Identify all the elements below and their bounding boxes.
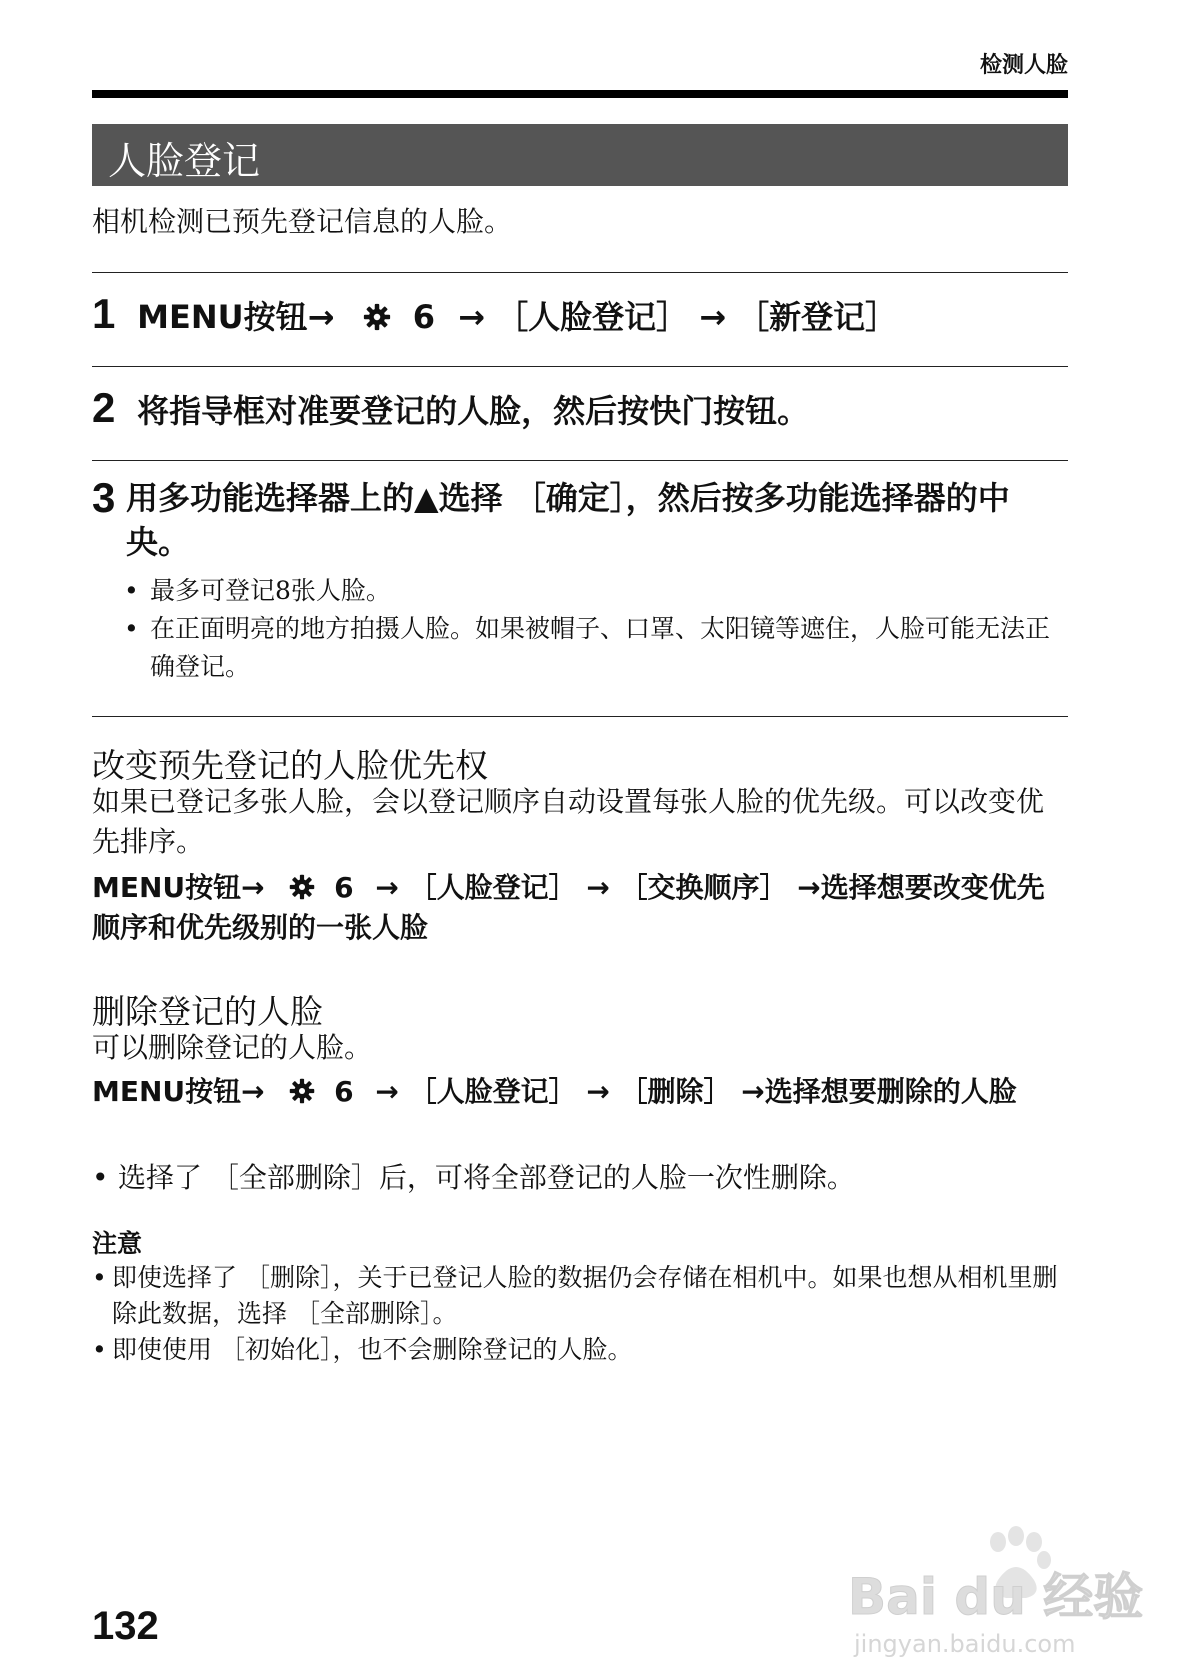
priority-heading: 改变预先登记的人脸优先权 xyxy=(92,746,488,785)
menu-page-number: 6 xyxy=(334,871,354,904)
step-1-menu-text: MENU按钮→ xyxy=(137,298,335,336)
note-heading: 注意 xyxy=(92,1229,143,1258)
gear-icon xyxy=(288,1077,316,1105)
header-rule xyxy=(92,90,1068,98)
step-number: 1 xyxy=(92,290,116,337)
step-number: 3 xyxy=(92,474,116,521)
page-number: 132 xyxy=(92,1604,159,1648)
delete-bullet-list xyxy=(92,1158,1068,1198)
step-2-text: 将指导框对准要登记的人脸，然后按快门按钮。 xyxy=(137,392,810,430)
gear-icon xyxy=(288,873,316,901)
menu-page-number: 6 xyxy=(334,1075,354,1108)
step-2 xyxy=(92,384,1068,432)
note-item: • 即使选择了 ［删除］，关于已登记人脸的数据仍会存储在相机中。如果也想从相机里删除此数据，选择 ［全部删除］。 xyxy=(92,1260,1068,1332)
step-number: 2 xyxy=(92,384,116,431)
step-1 xyxy=(92,290,1068,338)
running-header: 检测人脸 xyxy=(979,53,1068,78)
watermark-brand: Bai du 经验 xyxy=(848,1568,1144,1626)
menu-path-rest: → ［人脸登记］ → ［删除］ →选择想要删除的人脸 xyxy=(375,1075,1017,1108)
delete-heading: 删除登记的人脸 xyxy=(92,992,323,1031)
divider xyxy=(92,272,1068,273)
delete-description: 可以删除登记的人脸。 xyxy=(92,1031,373,1064)
step-3-text: 用多功能选择器上的▲选择 ［确定］，然后按多功能选择器的中央。 xyxy=(126,479,1010,561)
intro-text: 相机检测已预先登记信息的人脸。 xyxy=(92,205,513,238)
section-title: 人脸登记 xyxy=(108,139,261,183)
gear-icon xyxy=(362,302,392,332)
step-1-path: → ［人脸登记］ → ［新登记］ xyxy=(458,298,898,336)
menu-page-number: 6 xyxy=(412,298,435,336)
divider xyxy=(92,460,1068,461)
menu-path-rest: → ［人脸登记］ → ［交换顺序］ →选择想要改变优先顺序和优先级别的一张人脸 xyxy=(92,871,1045,944)
delete-menu-path xyxy=(92,1072,1068,1112)
priority-description: 如果已登记多张人脸，会以登记顺序自动设置每张人脸的优先级。可以改变优先排序。 xyxy=(92,785,1045,858)
note-list xyxy=(92,1260,1068,1368)
baidu-watermark xyxy=(848,1520,1148,1660)
watermark-url: jingyan.baidu.com xyxy=(854,1630,1076,1658)
step-3 xyxy=(92,476,1068,564)
bullet-item: • 在正面明亮的地方拍摄人脸。如果被帽子、口罩、太阳镜等遮住，人脸可能无法正确登记。 xyxy=(124,610,1068,686)
step-3-bullets xyxy=(124,572,1068,686)
section-title-bar xyxy=(92,124,1068,186)
menu-path-prefix: MENU按钮→ xyxy=(92,871,265,904)
note-item: • 即使使用 ［初始化］，也不会删除登记的人脸。 xyxy=(92,1332,1068,1368)
bullet-item: • 选择了 ［全部删除］后，可将全部登记的人脸一次性删除。 xyxy=(92,1158,1068,1198)
divider xyxy=(92,716,1068,717)
bullet-item: • 最多可登记8张人脸。 xyxy=(124,572,1068,610)
divider xyxy=(92,366,1068,367)
menu-path-prefix: MENU按钮→ xyxy=(92,1075,265,1108)
priority-menu-path xyxy=(92,868,1068,948)
